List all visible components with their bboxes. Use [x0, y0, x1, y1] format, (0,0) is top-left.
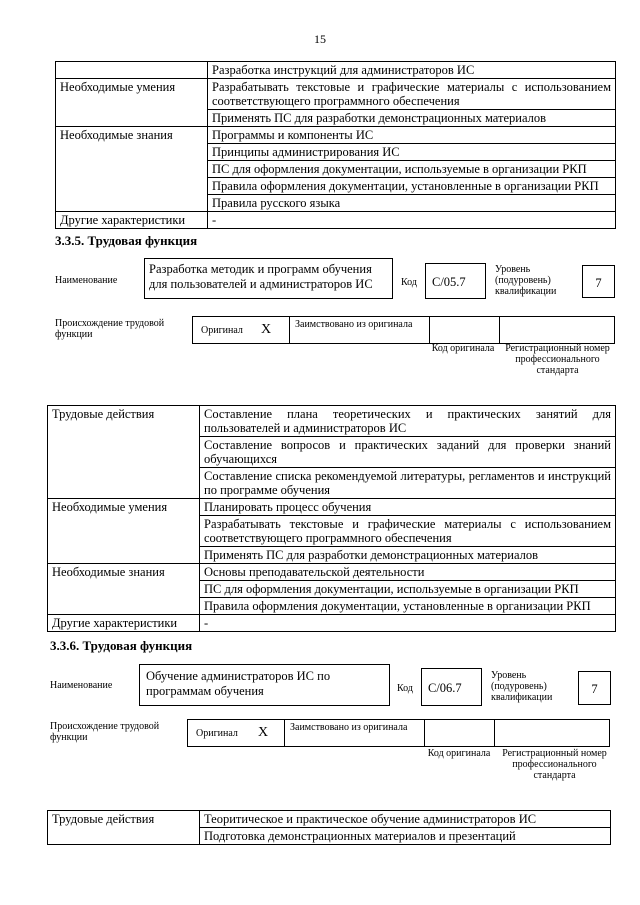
code-label: Код	[397, 683, 413, 694]
table-cell: Применять ПС для разработки демонстрационных материалов	[200, 547, 616, 564]
table-cell: ПС для оформления документации, используемые в организации РКП	[208, 161, 616, 178]
section-heading-336: 3.3.6. Трудовая функция	[50, 638, 193, 653]
table-cell: Правила оформления документации, установленные в организации РКП	[200, 598, 616, 615]
table-row	[48, 406, 616, 437]
row-label: Трудовые действия	[48, 811, 200, 845]
code-original-caption: Код оригинала	[431, 343, 495, 354]
table-cell: Подготовка демонстрационных материалов и презентаций	[200, 828, 611, 845]
row-label: Необходимые знания	[56, 127, 208, 212]
origin-box	[187, 719, 610, 747]
table-cell: ПС для оформления документации, используемые в организации РКП	[200, 581, 616, 598]
origin-box	[192, 316, 615, 344]
table-cell: Правила оформления документации, установленные в организации РКП	[208, 178, 616, 195]
origin-label: Происхождение трудовой функции	[50, 721, 160, 743]
table-cell: Составление плана теоретических и практических занятий для пользователей и администраторов ИС	[200, 406, 616, 437]
competency-table-335	[47, 405, 616, 632]
function-name-box: Разработка методик и программ обучения для пользователей и администраторов ИС	[144, 258, 393, 299]
reg-number-caption: Регистрационный номер профессионального стандарта	[505, 343, 610, 376]
competency-table-336	[47, 810, 611, 845]
level-label: Уровень (подуровень) квалификации	[495, 264, 557, 297]
table-cell: Теоритическое и практическое обучение администраторов ИС	[200, 811, 611, 828]
code-label: Код	[401, 277, 417, 288]
row-label: Другие характеристики	[56, 212, 208, 229]
row-label: Другие характеристики	[48, 615, 200, 632]
divider	[429, 317, 430, 343]
divider	[424, 720, 425, 746]
table-row	[56, 62, 616, 79]
name-label: Наименование	[55, 275, 118, 286]
code-original-caption: Код оригинала	[427, 748, 491, 759]
table-row	[48, 615, 616, 632]
row-label	[56, 62, 208, 79]
function-code-box: С/05.7	[425, 263, 486, 299]
original-mark: X	[258, 725, 269, 740]
table-cell: Принципы администрирования ИС	[208, 144, 616, 161]
table-cell: -	[200, 615, 616, 632]
table-row	[56, 79, 616, 110]
name-label: Наименование	[50, 680, 113, 691]
table-row	[56, 127, 616, 144]
level-value-box: 7	[578, 671, 611, 705]
function-code-box: С/06.7	[421, 668, 482, 706]
table-cell: Правила русского языка	[208, 195, 616, 212]
table-row	[56, 212, 616, 229]
table-cell: Составление вопросов и практических заданий для проверки знаний обучающихся	[200, 437, 616, 468]
row-label: Необходимые умения	[48, 499, 200, 564]
table-cell: Разрабатывать текстовые и графические материалы с использованием соответствующего программного обеспечения	[200, 516, 616, 547]
original-mark: X	[261, 322, 272, 337]
level-value-box: 7	[582, 265, 615, 298]
reg-number-caption: Регистрационный номер профессионального стандарта	[502, 748, 607, 781]
table-cell: -	[208, 212, 616, 229]
borrowed-label: Заимствовано из оригинала	[290, 722, 408, 733]
table-row	[48, 811, 611, 828]
table-row	[48, 499, 616, 516]
table-cell: Основы преподавательской деятельности	[200, 564, 616, 581]
section-heading-335: 3.3.5. Трудовая функция	[55, 233, 198, 248]
page-number: 15	[314, 32, 326, 46]
row-label: Необходимые знания	[48, 564, 200, 615]
borrowed-label: Заимствовано из оригинала	[295, 319, 413, 330]
table-cell: Разрабатывать текстовые и графические материалы с использованием соответствующего программного обеспечения	[208, 79, 616, 110]
row-label: Трудовые действия	[48, 406, 200, 499]
original-label: Оригинал	[201, 325, 243, 336]
row-label: Необходимые умения	[56, 79, 208, 127]
divider	[494, 720, 495, 746]
table-cell: Разработка инструкций для администраторов ИС	[208, 62, 616, 79]
origin-label: Происхождение трудовой функции	[55, 318, 165, 340]
table-cell: Программы и компоненты ИС	[208, 127, 616, 144]
competency-table-continued	[55, 61, 616, 229]
level-label: Уровень (подуровень) квалификации	[491, 670, 553, 703]
function-name-box: Обучение администраторов ИС по программам обучения	[139, 664, 390, 706]
original-label: Оригинал	[196, 728, 238, 739]
table-cell: Применять ПС для разработки демонстрационных материалов	[208, 110, 616, 127]
divider	[284, 720, 285, 746]
table-cell: Планировать процесс обучения	[200, 499, 616, 516]
table-row	[48, 564, 616, 581]
divider	[499, 317, 500, 343]
table-cell: Составление списка рекомендуемой литературы, регламентов и инструкций по программе обучения	[200, 468, 616, 499]
divider	[289, 317, 290, 343]
